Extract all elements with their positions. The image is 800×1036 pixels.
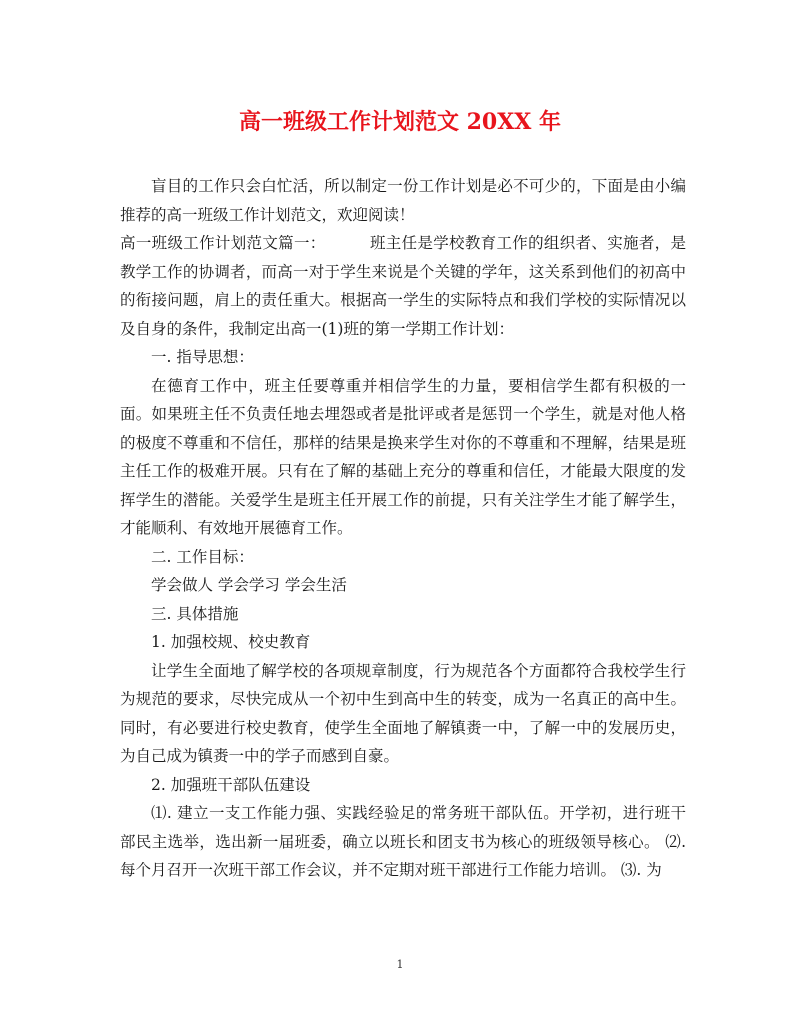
paragraph-class-cadre: ⑴. 建立一支工作能力强、实践经验足的常务班干部队伍。开学初，进行班干部民主选举，选出新一届班委，确立以班长和团支书为核心的班级领导核心。 ⑵. 每个月召开一次班干部工作会议，并不定期对班干部进行工作能力培训。 ⑶. 为: [120, 804, 686, 879]
section-label: 高一班级工作计划范文篇一：: [120, 234, 326, 252]
paragraph-moral-education: 在德育工作中，班主任要尊重并相信学生的力量，要相信学生都有积极的一面。如果班主任不负责任地去埋怨或者是批评或者是惩罚一个学生，就是对他人格的极度不尊重和不信任，那样的结果是换来学生对你的不尊重和不理解，结果是班主任工作的极难开展。只有在了解的基础上充分的尊重和信任，才能最大限度的发挥学生的潜能。关爱学生是班主任开展工作的前提，只有关注学生才能了解学生，才能顺利、有效地开展德育工作。: [120, 376, 686, 537]
heading-class-cadre: 2. 加强班干部队伍建设: [151, 775, 311, 794]
heading-school-rules: 1. 加强校规、校史教育: [151, 633, 311, 651]
paragraph-school-rules: 让学生全面地了解学校的各项规章制度，行为规范各个方面都符合我校学生行为规范的要求，尽快完成从一个初中生到高中生的转变，成为一名真正的高中生。同时，有必要进行校史教育，使学生全面地了解镇赉一中，了解一中的发展历史，为自己成为镇赉一中的学子而感到自豪。: [120, 661, 686, 765]
section-paragraph: [120, 229, 686, 343]
heading-work-goals: 二. 工作目标：: [151, 547, 254, 566]
heading-measures: 三. 具体措施: [151, 604, 239, 623]
intro-paragraph: 盲目的工作只会白忙活，所以制定一份工作计划是必不可少的，下面是由小编推荐的高一班级工作计划范文，欢迎阅读！: [120, 177, 686, 224]
heading-guiding-ideology: 一. 指导思想：: [151, 348, 254, 366]
page-number: 1: [396, 958, 404, 971]
document-body: [120, 172, 686, 885]
section-text: 班主任是学校教育工作的组织者、实施者，是教学工作的协调者，而高一对于学生来说是个关键的学年，这关系到他们的初高中的衔接问题，肩上的责任重大。根据高一学生的实际特点和我们学校的实际情况以及自身的条件，我制定出高一(1)班的第一学期工作计划：: [120, 234, 686, 338]
paragraph-goals: 学会做人 学会学习 学会生活: [151, 576, 347, 594]
document-title: 高一班级工作计划范文 20XX 年: [238, 109, 562, 135]
